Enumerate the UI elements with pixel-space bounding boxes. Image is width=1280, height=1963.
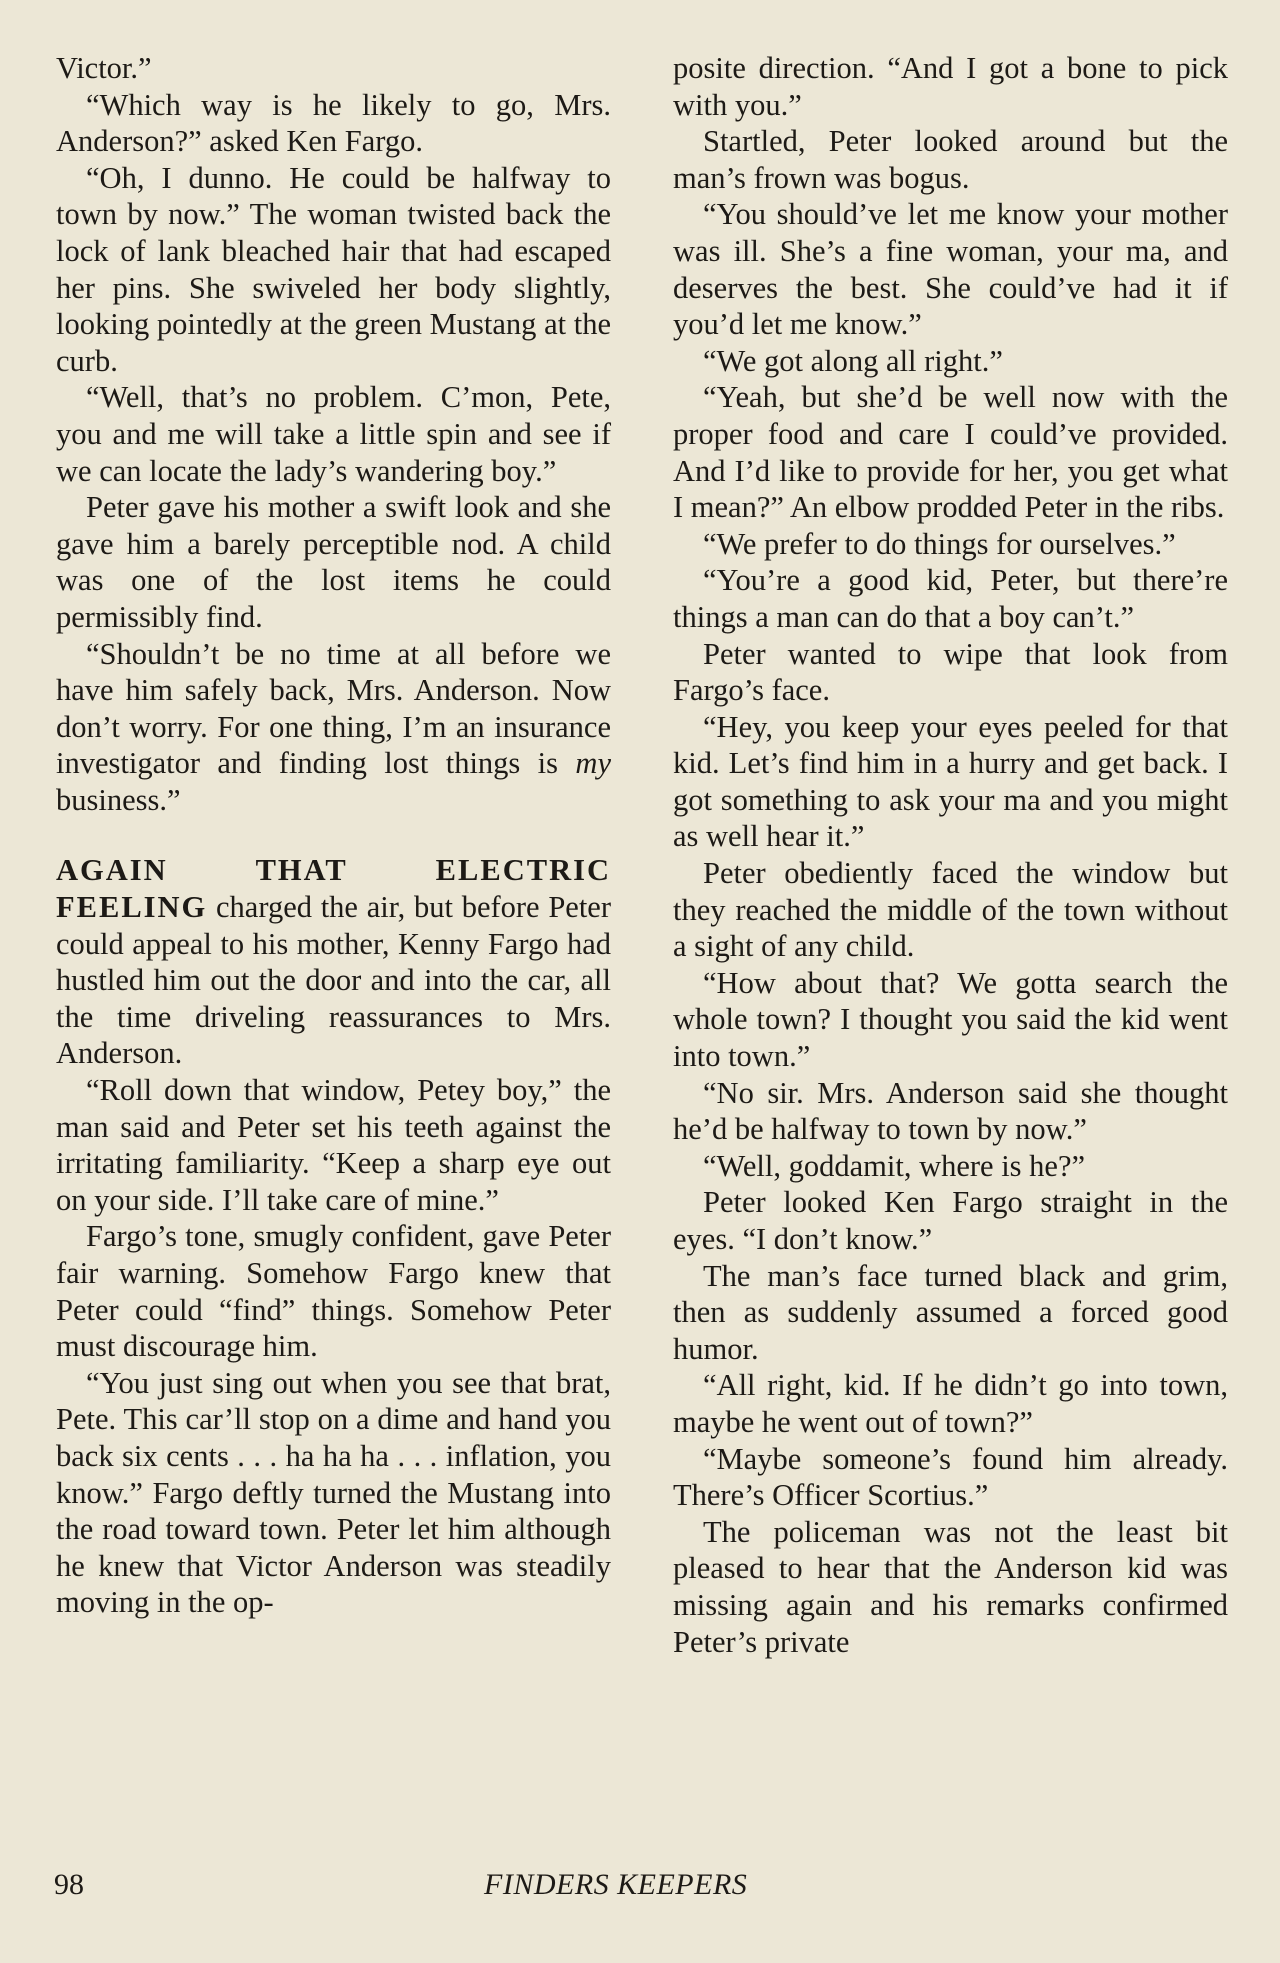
paragraph: “Which way is he likely to go, Mrs. Anderson?” asked Ken Fargo. <box>56 87 611 159</box>
paragraph: “No sir. Mrs. Anderson said she thought he’d be halfway to town by now.” <box>673 1075 1228 1147</box>
emphasis: my <box>575 746 611 781</box>
paragraph: posite direction. “And I got a bone to pick with you.” <box>673 51 1228 122</box>
paragraph: “Maybe someone’s found him already. There’s Officer Scortius.” <box>673 1441 1228 1513</box>
paragraph: “Hey, you keep your eyes peeled for that kid. Let’s find him in a hurry and get back. I got something to ask your ma and you might as well hear it.” <box>673 709 1228 854</box>
running-title: FINDERS KEEPERS <box>484 1868 748 1901</box>
paragraph: The policeman was not the least bit pleased to hear that the Anderson kid was missing again and his remarks confirmed Peter’s private <box>673 1514 1228 1659</box>
page-number: 98 <box>54 1868 84 1901</box>
text-span: charged the air, but before Peter could appeal to his mother, Kenny Fargo had hustled him out the door and into the car, all the time driveling reassurances to Mrs. Anderson. <box>56 890 611 1071</box>
paragraph: Peter gave his mother a swift look and she gave him a barely perceptible nod. A child was one of the lost items he could permissibly find. <box>56 490 611 634</box>
left-column <box>56 50 611 1621</box>
paragraph: “We got along all right.” <box>703 343 1003 378</box>
paragraph: “Yeah, but she’d be well now with the proper food and care I could’ve provided. And I’d like to provide for her, you get what I mean?” An elbow prodded Peter in the ribs. <box>673 380 1228 525</box>
paragraph: Peter looked Ken Fargo straight in the eyes. “I don’t know.” <box>673 1185 1228 1256</box>
paragraph: Startled, Peter looked around but the man’s frown was bogus. <box>673 124 1228 195</box>
right-column <box>673 50 1228 1660</box>
paragraph: “Oh, I dunno. He could be halfway to town by now.” The woman twisted back the lock of lank bleached hair that had escaped her pins. She swiveled her body slightly, looking pointedly at the green Mustang at the curb. <box>56 160 611 378</box>
section-opening-paragraph <box>56 852 611 1072</box>
paragraph: “How about that? We gotta search the whole town? I thought you said the kid went into town.” <box>673 965 1228 1074</box>
paragraph: “We prefer to do things for ourselves.” <box>703 526 1176 561</box>
paragraph: The man’s face turned black and grim, then as suddenly assumed a forced good humor. <box>673 1258 1228 1366</box>
paragraph: “Well, that’s no problem. C’mon, Pete, you and me will take a little spin and see if we can locate the lady’s wandering boy.” <box>56 380 611 488</box>
paragraph: “You’re a good kid, Peter, but there’re things a man can do that a boy can’t.” <box>673 563 1228 634</box>
paragraph: Peter obediently faced the window but they reached the middle of the town without a sight of any child. <box>673 856 1228 964</box>
paragraph: “You should’ve let me know your mother was ill. She’s a fine woman, your ma, and deserves the best. She could’ve had it if you’d let me know.” <box>673 197 1228 342</box>
paragraph: Fargo’s tone, smugly confident, gave Peter fair warning. Somehow Fargo knew that Peter could “find” things. Somehow Peter must discourage him. <box>56 1219 611 1364</box>
section-lead-in: AGAIN THAT ELECTRIC FEELING <box>56 853 611 925</box>
paragraph <box>56 636 611 819</box>
paragraph: Peter wanted to wipe that look from Fargo’s face. <box>673 636 1228 708</box>
paragraph: “Roll down that window, Petey boy,” the man said and Peter set his teeth against the irritating familiarity. “Keep a sharp eye out on your side. I’ll take care of mine.” <box>56 1073 611 1217</box>
paragraph: “Well, goddamit, where is he?” <box>703 1148 1086 1183</box>
paragraph: “You just sing out when you see that brat, Pete. This car’ll stop on a dime and hand you back six cents . . . ha ha ha . . . inflation, you know.” Fargo deftly turned the Mustang into the road toward town. Peter let him although he knew that Victor Anderson was steadily moving in the op- <box>56 1365 611 1620</box>
text-span: business.” <box>56 782 181 817</box>
paragraph: “All right, kid. If he didn’t go into town, maybe he went out of town?” <box>673 1368 1228 1439</box>
paragraph: Victor.” <box>56 51 152 85</box>
text-span: “Shouldn’t be no time at all before we have him safely back, Mrs. Anderson. Now don’t worry. For one thing, I’m an insurance investigator and finding lost things is <box>56 636 611 781</box>
